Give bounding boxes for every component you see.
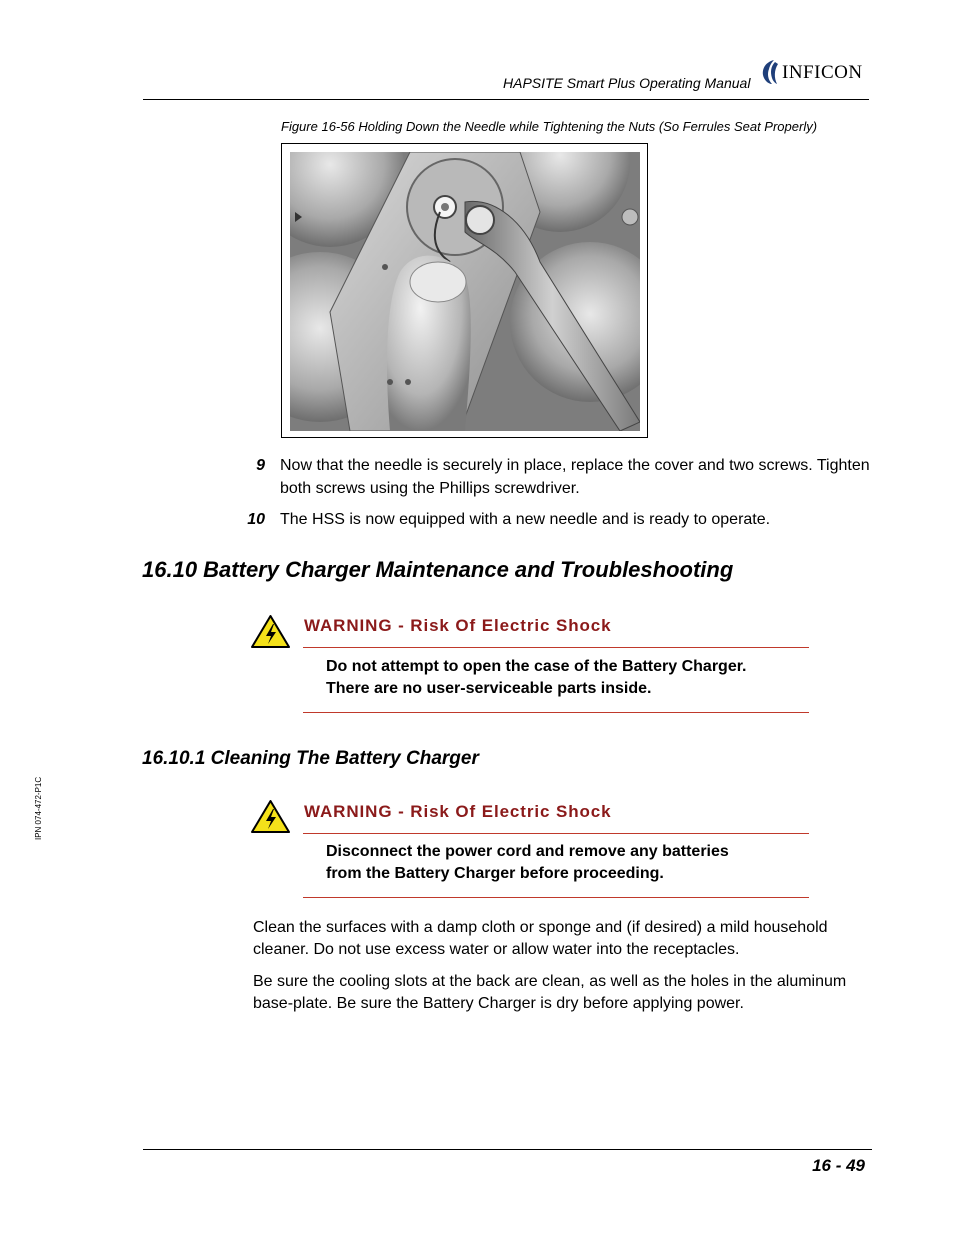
electric-shock-warning-icon [250,614,291,649]
footer-rule [143,1149,872,1150]
warning-rule-top [303,647,809,648]
logo-text: INFICON [782,62,863,83]
document-id: IPN 074-472-P1C [34,776,43,840]
warning-title: WARNING - Risk Of Electric Shock [304,802,612,821]
step-text: The HSS is now equipped with a new needle and is ready to operate. [280,511,771,528]
section-heading: 16.10 Battery Charger Maintenance and Troubleshooting [142,557,734,582]
inficon-logo [760,58,875,86]
header-title: HAPSITE Smart Plus Operating Manual [503,75,751,91]
step-number: 9 [256,457,265,474]
paragraph-line: base-plate. Be sure the Battery Charger is dry before applying power. [253,995,744,1012]
paragraph-line: Be sure the cooling slots at the back are clean, as well as the holes in the aluminum [253,973,847,990]
warning-line: There are no user-serviceable parts inside. [326,680,652,697]
warning-body [326,841,806,885]
page-number: 16 - 49 [812,1156,865,1175]
header-rule [143,99,869,100]
warning-line: Disconnect the power cord and remove any batteries [326,843,729,860]
warning-body [326,656,806,700]
inficon-logo-icon [760,58,782,86]
figure-photo-frame [281,143,648,438]
warning-line: from the Battery Charger before proceeding. [326,865,664,882]
step-number: 10 [247,511,265,528]
electric-shock-warning-icon [250,799,291,834]
body-paragraph [253,917,873,961]
warning-rule-bottom [303,897,809,898]
warning-line: Do not attempt to open the case of the Battery Charger. [326,658,747,675]
warning-rule-bottom [303,712,809,713]
warning-title: WARNING - Risk Of Electric Shock [304,616,612,635]
needle-wrench-photo [290,152,640,431]
step-text: Now that the needle is securely in place, replace the cover and two screws. Tighten both screws using the Phillips screwdriver. [280,457,870,497]
figure-caption: Figure 16-56 Holding Down the Needle while Tightening the Nuts (So Ferrules Seat Properly) [281,119,818,134]
warning-rule-top [303,833,809,834]
paragraph-line: Clean the surfaces with a damp cloth or sponge and (if desired) a mild household [253,919,828,936]
body-paragraph [253,971,873,1015]
subsection-heading: 16.10.1 Cleaning The Battery Charger [142,748,479,769]
paragraph-line: cleaner. Do not use excess water or allow water into the receptacles. [253,941,740,958]
